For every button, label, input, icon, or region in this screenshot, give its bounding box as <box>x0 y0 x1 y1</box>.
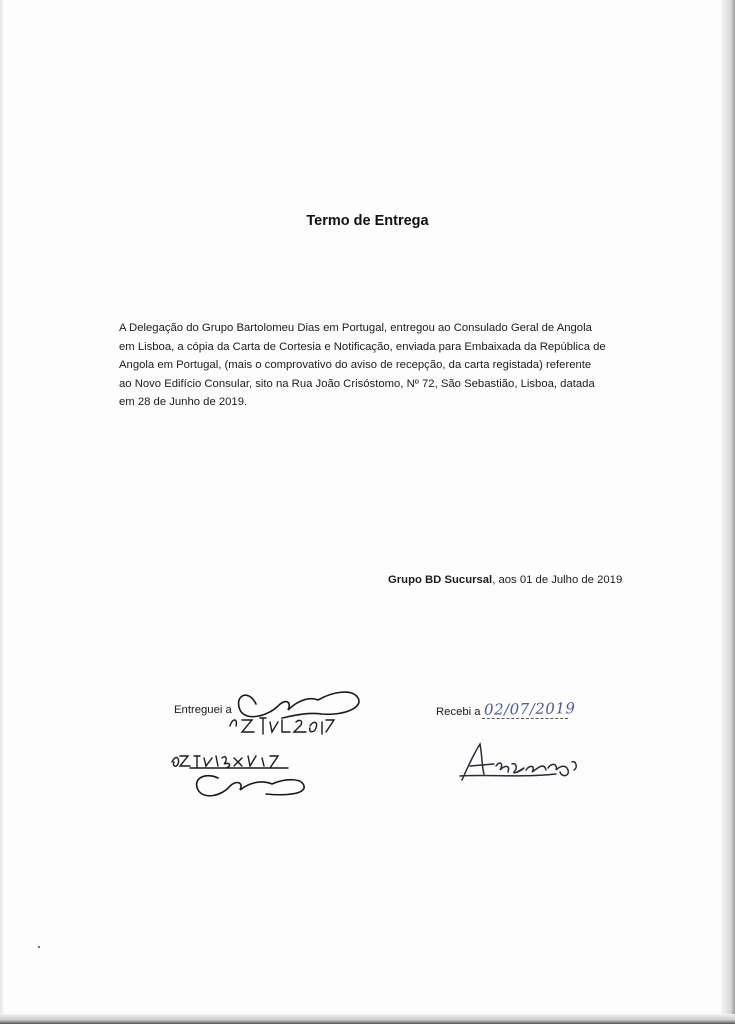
place-name: Grupo BD Sucursal <box>388 574 493 586</box>
body-line: em 28 de Junho de 2019. <box>119 396 248 409</box>
deliverer-date-signature <box>168 748 318 804</box>
received-date: 02/07/2019 <box>483 699 576 719</box>
body-line: Angola em Portugal, (mais o comprovativo do aviso de recepção, da carta registada) referente <box>119 359 592 372</box>
document-title: Termo de Entrega <box>306 213 429 229</box>
place-and-date <box>388 574 622 586</box>
page-bottom-edge-shadow <box>0 1014 735 1024</box>
paper-speck <box>38 946 40 948</box>
date-text: , aos 01 de Julho de 2019 <box>492 574 623 586</box>
page-right-edge-shadow <box>721 0 735 1024</box>
receiver-signature <box>456 740 586 786</box>
body-paragraph <box>119 319 619 412</box>
delivered-label: Entreguei a <box>174 704 232 716</box>
body-line: em Lisboa, a cópia da Carta de Cortesia e Notificação, enviada para Embaixada da República de <box>119 340 606 353</box>
page-left-edge <box>0 0 4 1024</box>
body-line: A Delegação do Grupo Bartolomeu Dias em Portugal, entregou ao Consulado Geral de Angola <box>119 322 592 334</box>
received-label: Recebi a <box>436 706 481 718</box>
body-line: ao Novo Edifício Consular, sito na Rua João Crisóstomo, Nº 72, São Sebastião, Lisboa, datada <box>119 377 595 390</box>
deliverer-signature <box>222 682 372 742</box>
